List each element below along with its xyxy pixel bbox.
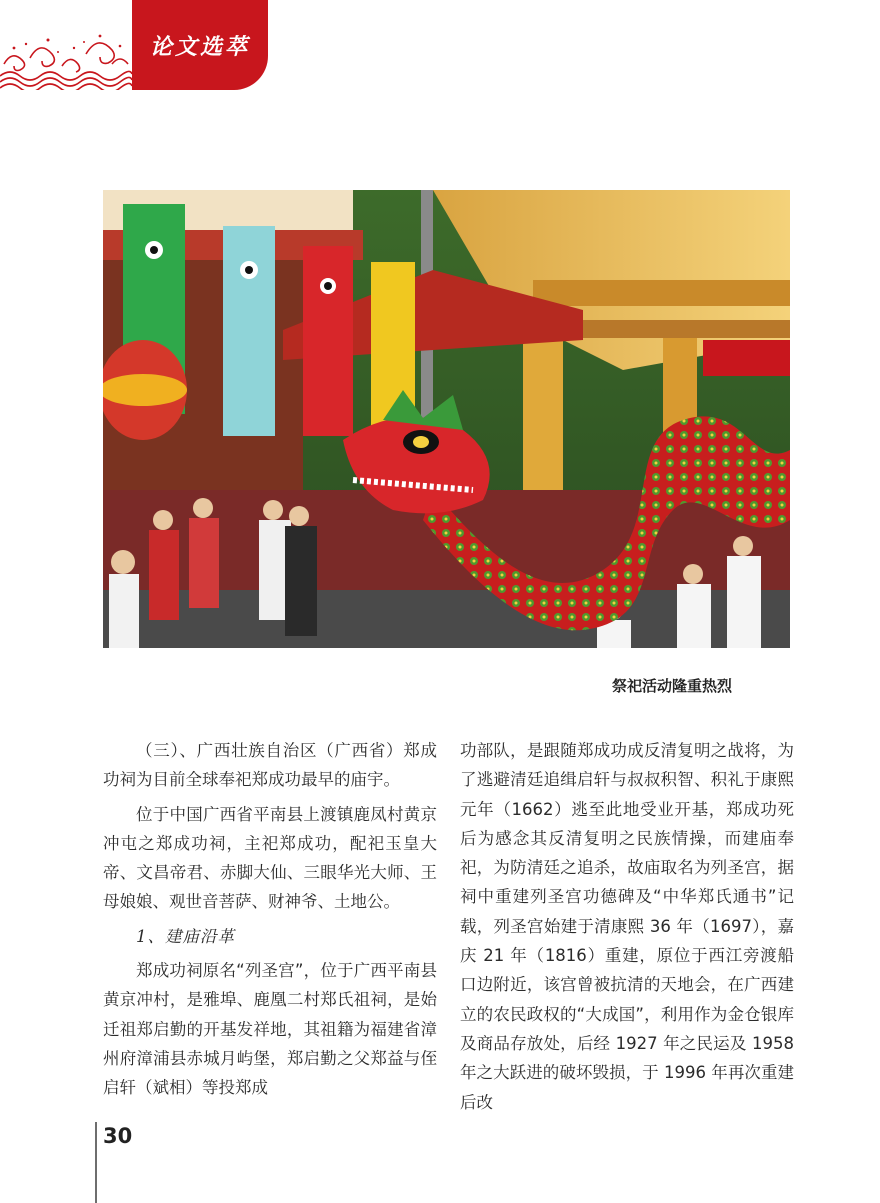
paragraph-history-continued: 功部队，是跟随郑成功成反清复明之战将，为了逃避清廷追缉启轩与叔叔积智、积礼于康熙元年（1662）逃至此地受业开基，郑成功死后为感念其反清复明之民族情操，而建庙奉祀，为防清廷之追杀，故庙取名为列圣宫，据祠中重建列圣宫功德碑及“中华郑氏通书”记载，列圣宫始建于清康熙 36 年（1697），嘉庆 21 年（1816）重建，原位于西江旁渡船口边附近，该宫曾被抗清的天地会，在广西建立的农民政权的“大成国”，利用作为金仓银库及商品存放处，后经 1927 年之民运及 1958 年之大跃进的破坏毁损，于 1996 年再次重建后改 (460, 741, 794, 1112)
page-number: 30 (103, 1124, 133, 1148)
page-number-divider (95, 1122, 97, 1203)
photo-caption: 祭祀活动隆重热烈 (612, 677, 733, 695)
section-title: 论文选萃 (149, 33, 250, 60)
right-text-column (460, 736, 794, 1122)
paragraph-intro: （三）、广西壮族自治区（广西省）郑成功祠为目前全球奉祀郑成功最早的庙宇。 (103, 741, 437, 790)
section-heading-history: 1、建庙沿革 (136, 926, 235, 946)
section-header-tab (132, 0, 268, 90)
left-text-column (103, 736, 437, 1108)
festival-photo (103, 190, 790, 648)
wave-pattern-decoration (0, 18, 132, 90)
paragraph-location: 位于中国广西省平南县上渡镇鹿凤村黄京冲屯之郑成功祠，主祀郑成功，配祀玉皇大帝、文昌帝君、赤脚大仙、三眼华光大师、王母娘娘、观世音菩萨、财神爷、土地公。 (103, 804, 437, 912)
paragraph-history: 郑成功祠原名“列圣宫”，位于广西平南县黄京冲村，是雅埠、鹿凰二村郑氏祖祠，是始迁祖郑启勤的开基发祥地，其祖籍为福建省漳州府漳浦县赤城月屿堡，郑启勤之父郑益与侄启轩（斌相）等投郑成 (103, 961, 437, 1098)
dragon-dance-illustration (103, 190, 790, 648)
